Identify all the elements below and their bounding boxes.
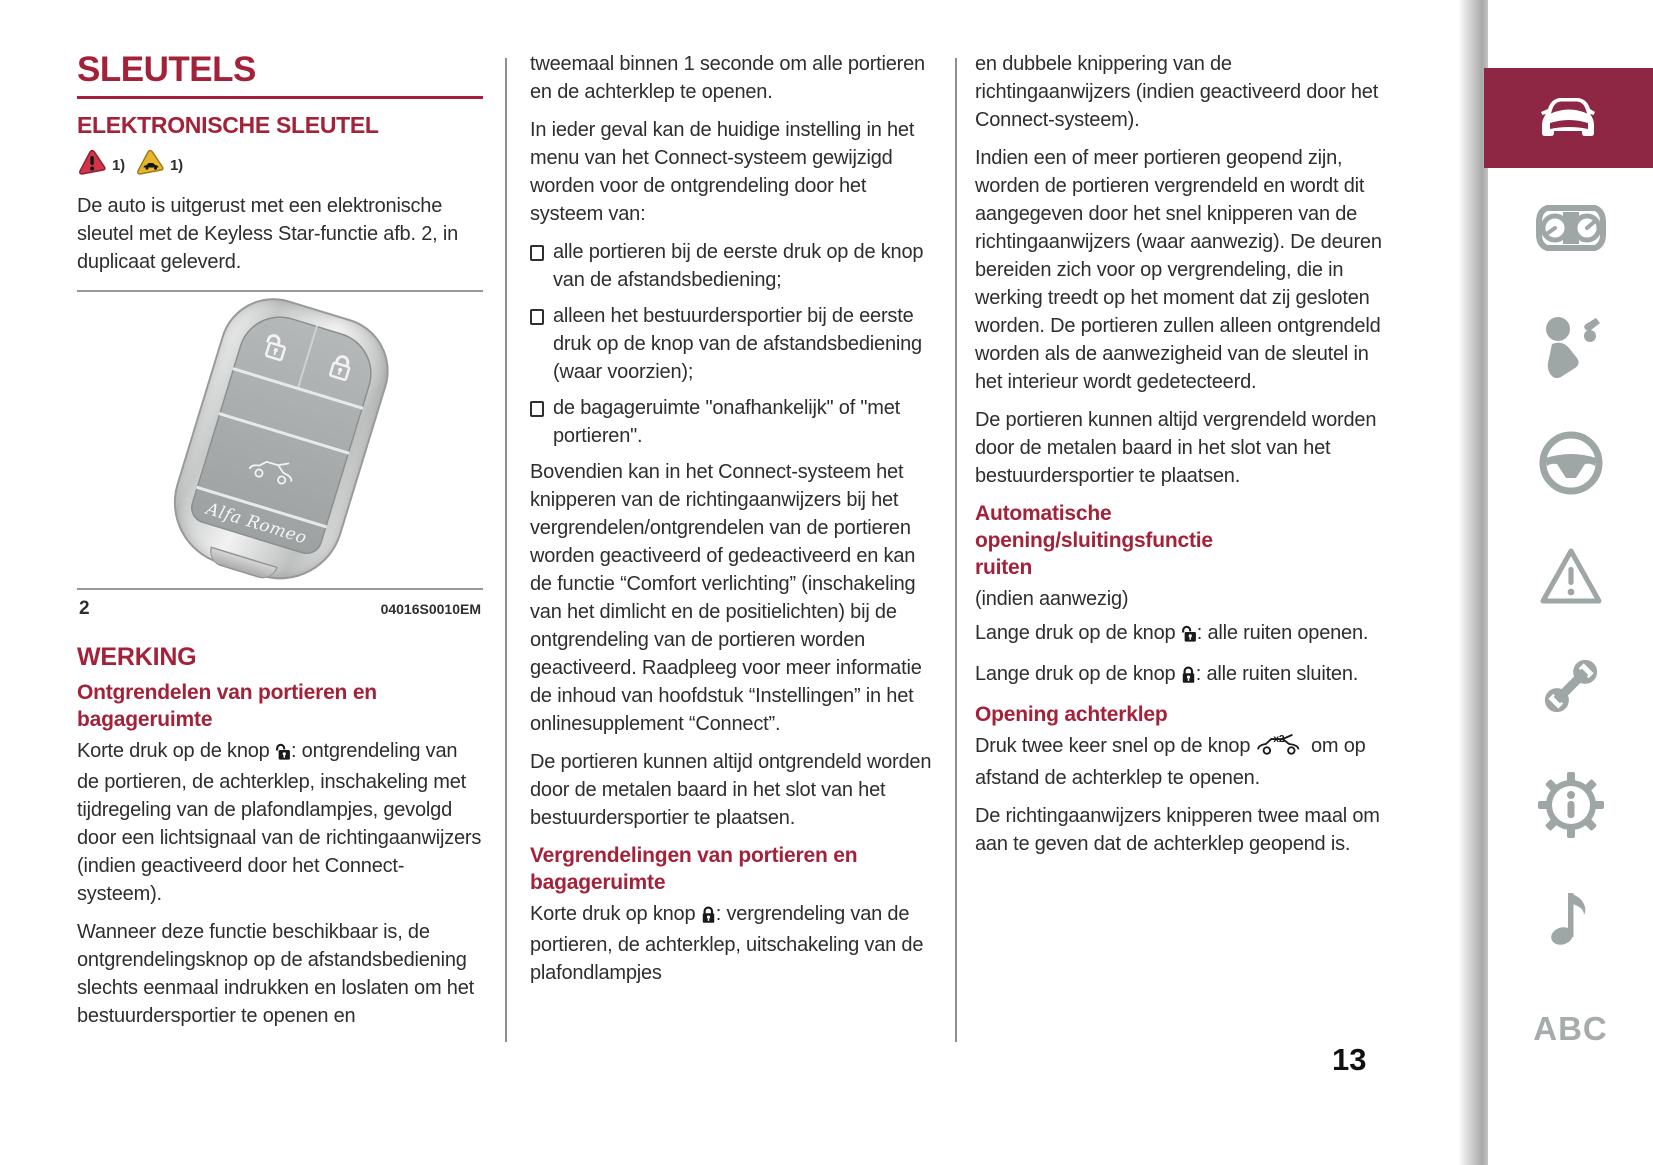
intro-paragraph: De auto is uitgerust met een elektronische sleutel met de Keyless Star-functie afb. 2, in duplicaat geleverd. xyxy=(77,195,458,273)
dashboard-icon[interactable] xyxy=(1488,202,1653,254)
column-1 xyxy=(77,50,483,1040)
lock-open-icon xyxy=(275,740,291,768)
warning-triangle-yellow-car-icon xyxy=(135,148,165,184)
paragraph: Druk twee keer snel op de knop x2 om op afstand de achterklep te openen. xyxy=(975,733,1366,789)
paragraph: De portieren kunnen altijd ontgrendeld worden door de metalen baard in het slot van het bestuurdersportier te plaatsen. xyxy=(530,751,932,829)
paragraph: Wanneer deze functie beschikbaar is, de ontgrendelingsknop op de afstandsbediening slechts eenmaal indrukken en loslaten om het bestuurdersportier te openen en xyxy=(77,921,474,1027)
page-number: 13 xyxy=(1332,1042,1367,1077)
warning-triangle-icon[interactable] xyxy=(1488,545,1653,607)
subheading-vergrendelingen: Vergrendelingen van portieren en bagageruimte xyxy=(530,844,858,894)
werking-heading: WERKING xyxy=(77,643,197,671)
bullet-item: alleen het bestuurdersportier bij de eerste druk op de knop van de afstandsbediening (waar voorzien); xyxy=(530,302,934,386)
abc-label: ABC xyxy=(1533,1010,1608,1047)
subheading-ontgrendelen: Ontgrendelen van portieren en bagageruimte xyxy=(77,681,377,731)
abc-glossary-item[interactable] xyxy=(1488,1010,1653,1048)
svg-text:x2: x2 xyxy=(1273,733,1285,745)
info-gear-icon[interactable] xyxy=(1488,770,1653,840)
square-bullet-icon xyxy=(530,245,544,261)
subheading-achterklep: Opening achterklep xyxy=(975,703,1168,726)
subheading-ruiten: Automatische opening/sluitingsfunctie ruiten xyxy=(975,502,1213,579)
paragraph: Lange druk op de knop : alle ruiten sluiten. xyxy=(975,660,1389,691)
paragraph: Lange druk op de knop : alle ruiten openen. xyxy=(975,619,1389,650)
warning-icons-row xyxy=(77,148,483,184)
page-edge-shadow xyxy=(1458,0,1488,1165)
key-fob-face xyxy=(187,306,382,558)
airbag-icon[interactable] xyxy=(1488,312,1653,378)
warning-item xyxy=(77,148,125,184)
paragraph: In ieder geval kan de huidige instelling in het menu van het Connect-systeem gewijzigd worden voor de ontgrendeling door het systeem van: xyxy=(530,119,915,225)
car-trunk-x2-icon xyxy=(1256,732,1306,764)
key-fob-figure xyxy=(77,290,483,590)
square-bullet-icon xyxy=(530,401,544,417)
wrench-icon[interactable] xyxy=(1488,652,1653,720)
column-divider xyxy=(505,58,507,1042)
paragraph: Bovendien kan in het Connect-systeem het knipperen van de richtingaanwijzers bij het vergrendelen/ontgrendelen van de portieren worden geactiveerd of gedeactiveerd en kan de functie “Comfort verlichting” (inschakeling van het dimlicht en de positielichten) bij de ontgrendeling van de portieren worden geactiveerd. Raadpleeg voor meer informatie de inhoud van hoofdstuk “Instellingen” in het onlinesupplement “Connect”. xyxy=(530,461,922,735)
paragraph: Korte druk op de knop : ontgrendeling van de portieren, de achterklep, inschakeling met tijdregeling van de plafondlampjes, gevolgd door een lichtsignaal van de richtingaanwijzers (indien geactiveerd door het Connect-systeem). xyxy=(77,740,482,905)
paragraph: Indien een of meer portieren geopend zijn, worden de portieren vergrendeld en wordt dit aangegeven door het snel knipperen van de richtingaanwijzers (waar aanwezig). De deuren bereiden zich voor op vergrendeling, die in werking treedt op het moment dat zij gesloten worden. De portieren zullen alleen ontgrendeld worden als de aanwezigheid van de sleutel in het interieur wordt gedetecteerd. xyxy=(975,147,1382,393)
steering-wheel-icon[interactable] xyxy=(1488,430,1653,496)
lock-closed-icon xyxy=(1181,663,1196,691)
paragraph: Korte druk op knop : vergrendeling van de portieren, de achterklep, uitschakeling van de plafondlampjes xyxy=(530,903,924,984)
figure-number: 2 xyxy=(79,598,90,619)
paragraph: tweemaal binnen 1 seconde om alle portieren en de achterklep te openen. xyxy=(530,53,925,103)
paragraph: De richtingaanwijzers knipperen twee maal om aan te geven dat de achterklep geopend is. xyxy=(975,805,1380,855)
paragraph: en dubbele knippering van de richtingaanwijzers (indien geactiveerd door het Connect-systeem). xyxy=(975,53,1379,131)
lock-open-icon xyxy=(1181,622,1197,650)
title-underline xyxy=(77,96,483,99)
key-fob-image xyxy=(158,285,402,595)
column-divider xyxy=(955,58,957,1042)
music-note-icon[interactable] xyxy=(1488,885,1653,947)
bullet-item: alle portieren bij de eerste druk op de knop van de afstandsbediening; xyxy=(530,238,934,294)
active-chapter-tab[interactable] xyxy=(1484,68,1653,168)
warning-ref-label: 1) xyxy=(169,157,183,174)
column-3 xyxy=(975,50,1389,868)
paragraph: (indien aanwezig) xyxy=(975,588,1129,610)
warning-ref-label: 1) xyxy=(112,157,125,174)
page-title: SLEUTELS xyxy=(77,50,256,89)
warning-item xyxy=(135,148,183,184)
square-bullet-icon xyxy=(530,309,544,325)
key-fob-blade xyxy=(206,546,278,582)
fob-brand-script: Alfa Romeo xyxy=(203,498,310,549)
lock-closed-icon xyxy=(701,903,716,931)
warning-triangle-red-icon xyxy=(77,148,107,184)
column-2 xyxy=(530,50,934,997)
section-title: ELEKTRONISCHE SLEUTEL xyxy=(77,112,379,138)
figure-caption xyxy=(77,590,483,623)
car-front-icon xyxy=(1534,93,1604,144)
chapter-icon-sidebar xyxy=(1488,0,1653,1165)
paragraph: De portieren kunnen altijd vergrendeld worden door de metalen baard in het slot van het bestuurdersportier te plaatsen. xyxy=(975,409,1377,487)
figure-code: 04016S0010EM xyxy=(380,601,481,617)
bullet-item: de bagageruimte "onafhankelijk" of "met portieren". xyxy=(530,394,934,450)
